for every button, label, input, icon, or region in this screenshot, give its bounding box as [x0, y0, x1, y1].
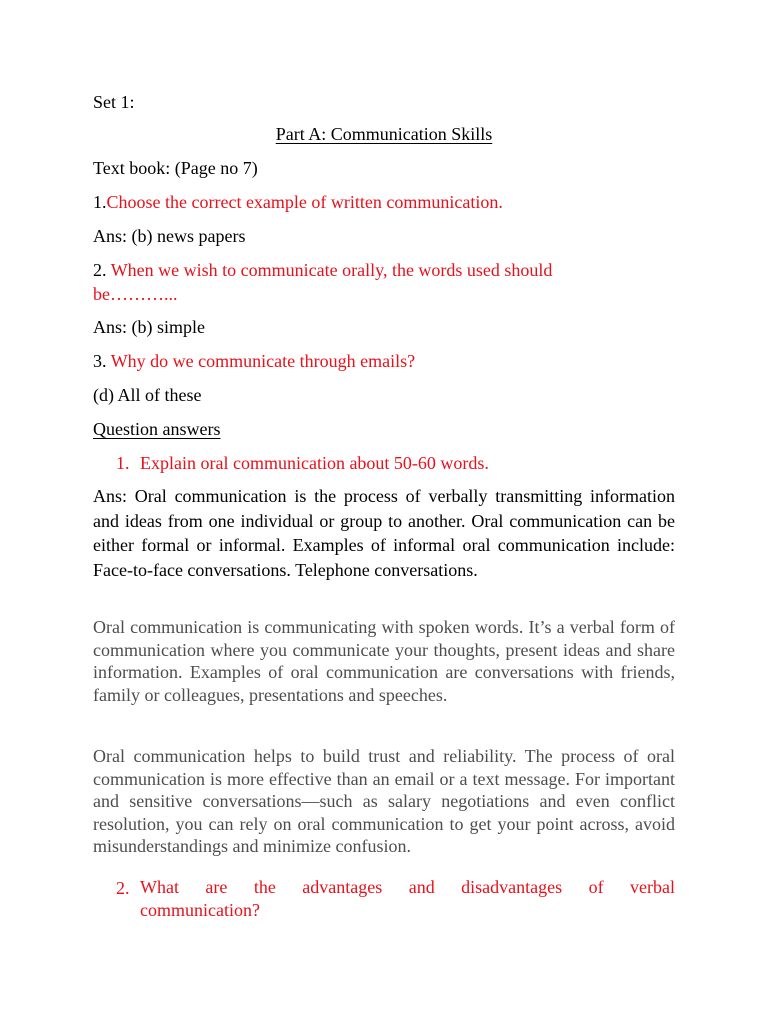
long-question-1-text: Explain oral communication about 50-60 words.: [140, 453, 489, 473]
long-question-2-text-line2: communication?: [140, 899, 260, 920]
question-1-number: 1.: [93, 192, 107, 212]
question-1-answer: Ans: (b) news papers: [93, 226, 246, 246]
part-title-text: Part A: Communication Skills: [275, 124, 493, 144]
question-1-text: Choose the correct example of written communication.: [106, 192, 503, 212]
long-question-1-number: 1.: [116, 453, 130, 473]
set-label: Set 1:: [93, 92, 135, 112]
question-2-text-line2: be………...: [93, 284, 178, 304]
question-2: [93, 258, 552, 282]
question-3: [93, 349, 415, 373]
long-question-1-paragraph-3: Oral communication helps to build trust and reliability. The process of oral communication is more effective than an email or a text message. For important and sensitive conversations—such as salary negotiations and even conflict resolution, you can rely on oral communication to get your point across, avoid misunderstandings and minimize confusion.: [93, 746, 675, 856]
question-answers-heading: [93, 417, 220, 441]
long-question-1-paragraph-2: Oral communication is communicating with spoken words. It’s a verbal form of communication where you communicate your thoughts, present ideas and share information. Examples of oral communication are conversations with friends, family or colleagues, presentations and speeches.: [93, 617, 675, 705]
textbook-reference: Text book: (Page no 7): [93, 158, 258, 178]
long-question-2-number: 2.: [116, 878, 130, 898]
long-question-1-answer: Ans: Oral communication is the process of verbally transmitting information and ideas from one individual or group to another. Oral communication can be either formal or informal. Examples of informal oral communication include: Face-to-face conversations. Telephone conversations.: [93, 486, 675, 580]
question-2-text-line1: When we wish to communicate orally, the words used should: [110, 260, 553, 280]
long-question-2-text-line1: What are the advantages and disadvantages of verbal: [140, 877, 675, 897]
question-3-answer: (d) All of these: [93, 385, 202, 405]
question-2-number: 2.: [93, 260, 107, 280]
question-2-answer: Ans: (b) simple: [93, 317, 205, 337]
question-3-text: Why do we communicate through emails?: [110, 351, 416, 371]
question-answers-heading-text: Question answers: [93, 419, 221, 439]
question-1: [93, 190, 503, 214]
part-title: [0, 122, 768, 146]
question-3-number: 3.: [93, 351, 107, 371]
long-question-2-text: [140, 876, 675, 921]
